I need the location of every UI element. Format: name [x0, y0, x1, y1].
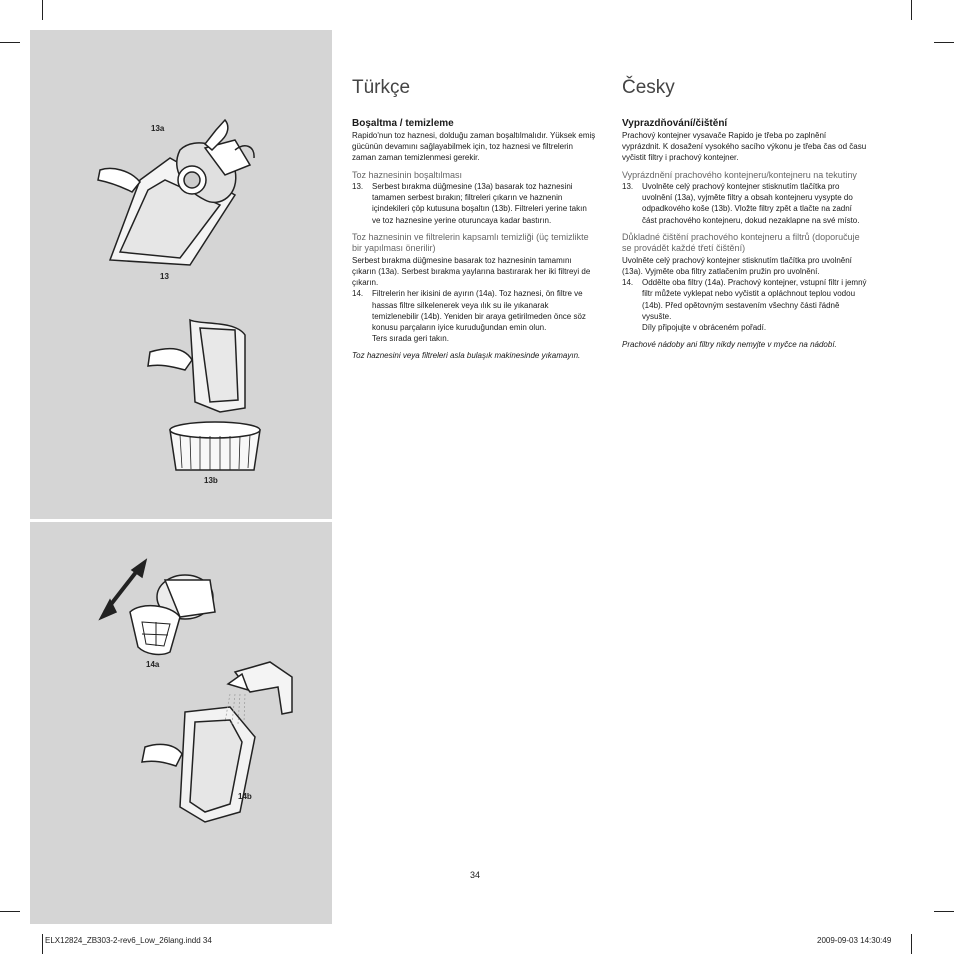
language-title-turkish: Türkçe — [352, 77, 411, 98]
intro-text: Prachový kontejner vysavače Rapido je třeba po zaplnění vyprázdnit. K dosažení vysokého sacího výkonu je třeba čas od času vyčistit filtry i prachový kontejner. — [622, 130, 867, 163]
step-number: 13. — [622, 182, 634, 191]
step-text: Uvolněte celý prachový kontejner stisknutím tlačítka pro uvolnění (13a), vyjměte filtry a obsah kontejneru vysypte do odpadkového koše (13b). Vložte filtry zpět a tlačte na zadní část prachového kontejneru, dokud nezaklapne na své místo. — [642, 182, 860, 225]
step-number: 13. — [352, 182, 364, 191]
figure-label-13: 13 — [160, 272, 169, 281]
step-text: Filtrelerin her ikisini de ayırın (14a). Toz haznesi, ön filtre ve hassas filtre silkelenerek veya ılık su ile yıkanarak temizlenebilir (14b). Yeniden bir araya getirilmeden önce söz konusu parçaların iyice kuruduğundan emin olun. — [372, 289, 586, 333]
warning-note: Toz haznesini veya filtreleri asla bulaşık makinesinde yıkamayın. — [352, 351, 581, 361]
rinsing-illustration — [142, 662, 292, 822]
filter-separation-illustration — [100, 560, 215, 654]
figure-label-13b: 13b — [204, 476, 218, 485]
figure-label-14a: 14a — [146, 660, 160, 669]
illustration-14 — [30, 522, 332, 924]
step-13 — [352, 181, 597, 226]
illustration-panel-14 — [30, 522, 332, 924]
subheading-thorough-cleaning: Toz haznesinin ve filtrelerin kapsamlı temizliği (üç temizlikte bir yapılması önerilir) — [352, 231, 589, 254]
section-heading: Boşaltma / temizleme — [352, 117, 454, 129]
vacuum-emptying-illustration — [98, 120, 254, 265]
crop-mark — [911, 0, 912, 20]
language-title-czech: Česky — [622, 77, 675, 98]
figure-label-14b: 14b — [238, 792, 252, 801]
footer-timestamp: 2009-09-03 14:30:49 — [817, 936, 892, 945]
bin-illustration — [148, 320, 260, 470]
step-text: Serbest bırakma düğmesine (13a) basarak toz haznesini tamamen serbest bırakın; filtreleri çıkarın ve haznenin içindekileri çöp kutusuna boşaltın (13b). Filtreleri yerine takın ve toz haznesine yerine oturuncaya kadar bastırın. — [372, 182, 587, 225]
step-14 — [622, 277, 867, 333]
subheading-emptying: Vyprázdnění prachového kontejneru/kontejneru na tekutiny — [622, 169, 857, 180]
section-heading: Vyprazdňování/čištění — [622, 117, 728, 129]
step-number: 14. — [622, 278, 634, 288]
crop-mark — [42, 0, 43, 20]
crop-mark — [911, 934, 912, 954]
page-number: 34 — [470, 870, 481, 880]
intro-text: Rapido'nun toz haznesi, dolduğu zaman boşaltılmalıdır. Yüksek emiş gücünün devamını sağlayabilmek için, toz haznesi ve filtrelerin zaman zaman temizlenmesi gerekir. — [352, 130, 596, 163]
subheading-emptying: Toz haznesinin boşaltılması — [352, 169, 463, 180]
crop-mark — [934, 42, 954, 43]
czech-column — [622, 78, 867, 350]
step-number: 14. — [352, 289, 364, 299]
illustration-13 — [30, 30, 332, 519]
crop-mark — [934, 911, 954, 912]
cleaning-intro-text: Serbest bırakma düğmesine basarak toz haznesinin tamamını çıkarın (13a). Serbest bırakma yaylarına bastırarak her iki filtreyi de çıkarın. — [352, 255, 591, 288]
footer-filename: ELX12824_ZB303-2-rev6_Low_26lang.indd 34 — [45, 936, 212, 945]
figure-label-13a: 13a — [151, 124, 165, 133]
step-13 — [622, 181, 867, 226]
illustration-panel-13 — [30, 30, 332, 519]
step-14 — [352, 288, 597, 344]
step-text: Oddělte oba filtry (14a). Prachový kontejner, vstupní filtr i jemný filtr můžete vyklepat nebo vyčistit a opláchnout teplou vodou (14b). Před opětovným sestavením všechny části řádně vysušte. — [642, 278, 867, 321]
turkish-column — [352, 78, 597, 362]
crop-mark — [0, 42, 20, 43]
warning-note: Prachové nádoby ani filtry nikdy nemyjte v myčce na nádobí. — [622, 340, 837, 350]
crop-mark — [42, 934, 43, 954]
step-text-reassemble: Díly připojujte v obráceném pořadí. — [642, 323, 767, 333]
cleaning-intro-text: Uvolněte celý prachový kontejner stisknutím tlačítka pro uvolnění (13a). Vyjměte oba filtry zatlačením pružin pro uvolnění. — [622, 255, 852, 277]
subheading-thorough-cleaning: Důkladné čištění prachového kontejneru a filtrů (doporučuje se provádět každé třetí čištění) — [622, 231, 860, 254]
step-text-reassemble: Ters sırada geri takın. — [372, 334, 449, 344]
crop-mark — [0, 911, 20, 912]
